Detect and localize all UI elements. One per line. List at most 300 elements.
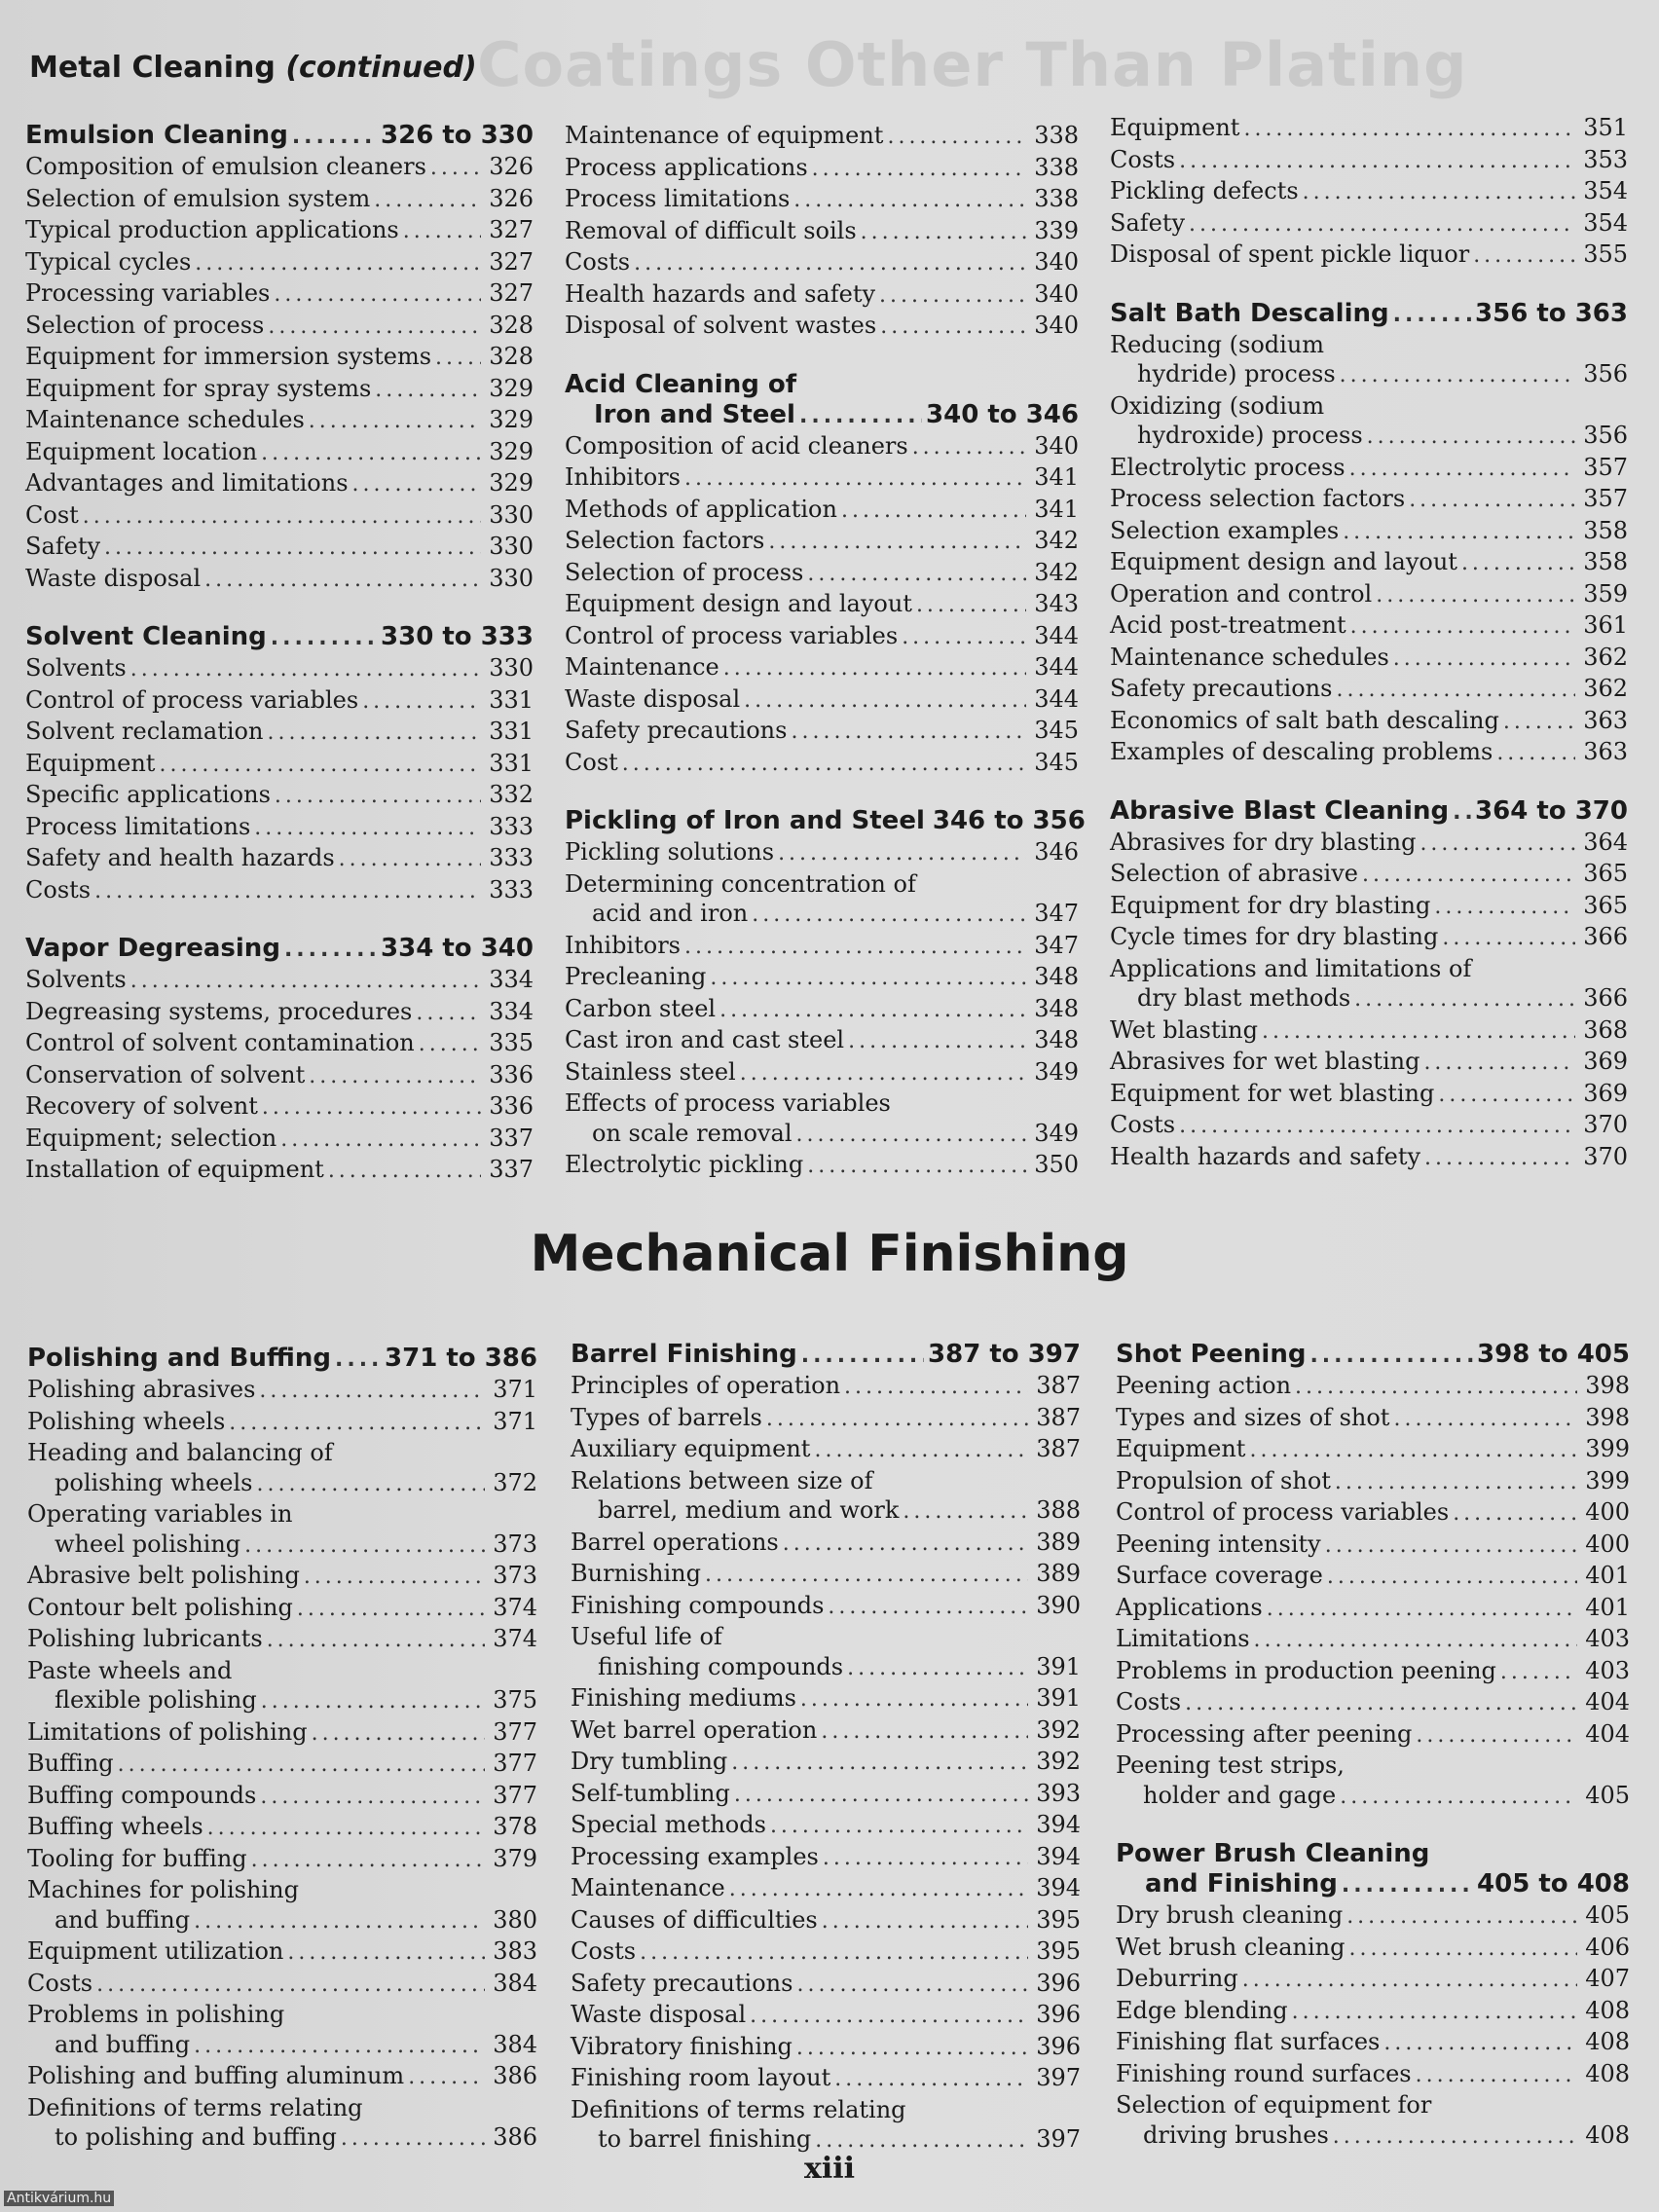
entry-text: Polishing wheels [27,1407,226,1435]
entry-text: Limitations of polishing [27,1717,308,1746]
toc-entry [565,279,1079,312]
toc-entry-line [1110,954,1628,984]
toc-entry [1110,1015,1628,1048]
toc-entry-line [565,1088,1079,1119]
entry-text: Selection of equipment for [1116,2091,1432,2119]
toc-entry [1110,610,1628,643]
toc-entry [571,1683,1081,1715]
entry-page: 340 [1034,248,1079,276]
dot-leader [1434,893,1575,923]
toc-entry [25,532,534,564]
entry-text: Operation and control [1110,579,1373,608]
toc-entry-line [27,1499,537,1530]
entry-text: Dry tumbling [571,1748,728,1775]
entry-page: 396 [1036,2032,1081,2060]
entry-text: Costs [565,248,631,276]
dot-leader [1393,1405,1577,1435]
toc-entry [25,1060,534,1092]
entry-page: 368 [1583,1015,1628,1044]
entry-text: Wet blasting [1110,1015,1258,1044]
entry-text: Definitions of terms relating [571,2095,906,2123]
entry-text: Abrasives for dry blasting [1110,828,1417,856]
entry-text: Cycle times for dry blasting [1110,923,1439,950]
entry-text: Equipment design and layout [1110,548,1457,575]
toc-entry [565,526,1079,558]
section-title [1116,1340,1630,1371]
toc-entry [565,748,1079,780]
entry-text: Peening action [1116,1372,1292,1399]
dot-leader [861,218,1026,248]
entry-page: 403 [1585,1625,1630,1652]
toc-entry [1116,1530,1630,1562]
dot-leader [251,1846,485,1876]
entry-page: 398 [1585,1403,1630,1431]
toc-entry [25,965,534,997]
toc-entry [25,152,534,184]
entry-page: 394 [1036,1811,1081,1838]
entry-text: dry blast methods [1137,984,1351,1012]
section-title-line: Acid Cleaning of [565,369,797,399]
dot-leader [1424,1144,1575,1174]
toc-entry [571,1434,1081,1466]
entry-page: 334 [489,966,534,993]
toc-entry [1110,145,1628,177]
entry-page: 355 [1583,240,1628,268]
toc-section [1116,1839,1630,2152]
entry-page: 397 [1036,2064,1081,2091]
entry-text: Wet brush cleaning [1116,1933,1346,1961]
toc-entry [27,1717,537,1750]
section-page-range: 387 to 397 [928,1340,1081,1369]
entry-page: 333 [489,875,534,903]
toc-entry [565,216,1079,248]
entry-page: 369 [1583,1048,1628,1075]
section-page-range: 326 to 330 [381,121,534,150]
entry-text: Peening intensity [1116,1530,1321,1558]
entry-page: 336 [489,1092,534,1120]
entry-text: Safety precautions [571,1969,793,1997]
dot-leader [130,967,481,997]
dot-leader [309,407,481,437]
toc-entry-line [27,2093,537,2123]
dot-leader [1376,581,1575,611]
entry-text: Methods of application [565,495,837,523]
toc-entry [1116,2059,1630,2091]
dot-leader [841,497,1026,527]
dot-leader [83,502,481,533]
entry-text: Costs [1110,145,1176,173]
toc-entry [571,1842,1081,1874]
toc-entry [27,1375,537,1407]
dot-leader [887,123,1026,153]
entry-page: 400 [1585,1498,1630,1526]
dot-leader [814,1436,1028,1466]
toc-entry [27,2122,537,2155]
entry-text: Economics of salt bath descaling [1110,706,1499,734]
entry-text: Finishing mediums [571,1684,796,1712]
entry-text: Wet barrel operation [571,1715,818,1744]
toc-entry [565,558,1079,590]
dot-leader [796,1971,1028,2001]
entry-text: Equipment for spray systems [25,374,372,402]
entry-page: 380 [493,1905,537,1934]
entry-text: Costs [25,875,92,903]
entry-text: Disposal of solvent wastes [565,312,877,339]
toc-entry [1110,922,1628,954]
toc-entry [571,2032,1081,2064]
toc-entry-line [27,2000,537,2030]
entry-text: Vibratory finishing [571,2032,793,2060]
entry-page: 377 [493,1717,537,1746]
dot-leader [1340,1783,1577,1813]
toc-entry-line [27,1438,537,1468]
section-title [25,121,534,152]
entry-page: 356 [1583,422,1628,449]
entry-page: 362 [1583,643,1628,671]
entry-text: Equipment design and layout [565,590,912,617]
entry-text: Paste wheels and [27,1656,233,1684]
dot-leader [903,1497,1028,1528]
toc-entry [565,121,1079,153]
entry-text: Electrolytic pickling [565,1151,804,1178]
dot-leader [408,2063,485,2093]
toc-entry [565,1150,1079,1182]
dot-leader [267,1626,485,1656]
dot-leader [374,186,481,216]
dot-leader [834,2065,1028,2095]
entry-page: 386 [493,2062,537,2089]
dot-leader [1409,486,1575,516]
entry-page: 350 [1034,1151,1079,1178]
section-title-line: Power Brush Cleaning [1116,1839,1430,1868]
section-title [27,1344,537,1375]
entry-page: 330 [489,533,534,560]
toc-entry [565,495,1079,527]
entry-text: Composition of acid cleaners [565,431,908,460]
entry-page: 357 [1583,485,1628,512]
entry-page: 387 [1036,1372,1081,1399]
entry-page: 327 [489,247,534,276]
entry-page: 374 [493,1593,537,1621]
toc-entry [25,812,534,844]
entry-page: 389 [1036,1560,1081,1587]
section-title-row [1116,1869,1630,1900]
entry-page: 329 [489,374,534,402]
dot-leader [1343,518,1575,548]
toc-entry [1110,859,1628,891]
entry-page: 354 [1583,177,1628,204]
dot-leader [880,313,1026,343]
section-title-text: Emulsion Cleaning [25,121,288,150]
watermark: Antikvárium.hu [4,2191,114,2206]
dot-leader [1185,1689,1577,1719]
entry-text: Health hazards and safety [565,279,876,308]
section-page-range: 346 to 356 [932,806,1086,835]
entry-page: 326 [489,184,534,212]
toc-entry-line [1116,2090,1630,2120]
dot-leader [268,313,481,343]
entry-page: 342 [1034,527,1079,554]
entry-text: Operating variables in [27,1500,293,1528]
entry-text: Cast iron and cast steel [565,1026,845,1053]
dot-leader [194,1907,485,1937]
dot-leader [287,1938,485,1969]
entry-text: Maintenance of equipment [565,122,884,149]
entry-text: wheel polishing [55,1530,241,1558]
dot-leader [1367,423,1575,453]
entry-page: 351 [1583,114,1628,141]
entry-page: 341 [1034,463,1079,491]
toc-entry [1116,1900,1630,1933]
dot-leader [104,534,481,564]
toc-entry [1116,1964,1630,1996]
section-page-range: 330 to 333 [381,622,534,651]
entry-page: 364 [1583,828,1628,856]
entry-page: 330 [489,564,534,592]
entry-text: Waste disposal [25,564,202,592]
toc-entry [25,1091,534,1124]
entry-text: Cost [565,748,618,776]
entry-text: Principles of operation [571,1372,841,1399]
dot-leader [1393,300,1471,330]
dot-leader [912,433,1026,463]
dot-leader [847,1654,1028,1684]
toc-entry [565,1119,1079,1151]
toc-entry [25,311,534,343]
section-page-range: 398 to 405 [1477,1340,1630,1369]
dot-leader [335,1345,381,1375]
entry-page: 333 [489,844,534,871]
entry-page: 336 [489,1060,534,1088]
entry-text: Safety and health hazards [25,844,335,871]
dot-leader [1503,708,1575,738]
dot-leader [752,901,1026,931]
entry-page: 408 [1585,2059,1630,2087]
toc-entry [27,1936,537,1969]
entry-page: 404 [1585,1688,1630,1715]
entry-text: Limitations [1116,1625,1250,1652]
entry-text: Problems in production peening [1116,1656,1496,1684]
dot-leader [744,686,1026,717]
entry-page: 363 [1583,706,1628,734]
dot-leader [729,1875,1028,1905]
entry-text: Applications and limitations of [1110,954,1472,982]
entry-text: Barrel operations [571,1528,779,1556]
toc-entry-line [571,1466,1081,1496]
entry-page: 408 [1585,2120,1630,2149]
entry-text: Solvent reclamation [25,718,264,745]
entry-text: Advantages and limitations [25,469,349,497]
toc-entry [1110,113,1628,145]
dot-leader [1416,2061,1577,2091]
entry-page: 358 [1583,548,1628,575]
dot-leader [284,935,377,965]
entry-text: Process limitations [565,185,791,212]
toc-entry [25,875,534,907]
dot-leader [362,687,481,718]
dot-leader [812,155,1026,185]
dot-leader [1453,1499,1577,1530]
entry-page: 395 [1036,1937,1081,1965]
entry-page: 338 [1034,185,1079,212]
toc-section [25,934,534,1187]
dot-leader [731,1749,1028,1779]
section-title-text: Barrel Finishing [571,1340,797,1369]
toc-section [565,121,1079,343]
entry-text: Equipment [1116,1435,1246,1462]
toc-entry [1116,1719,1630,1751]
section-title [1116,1839,1630,1900]
entry-page: 337 [489,1124,534,1152]
toc-entry [27,1468,537,1500]
dot-leader [1292,1998,1577,2028]
entry-page: 366 [1583,923,1628,950]
toc-entry [1116,1781,1630,1813]
dot-leader [828,1593,1028,1623]
entry-page: 403 [1585,1656,1630,1684]
entry-text: Typical production applications [25,216,399,243]
entry-page: 362 [1583,675,1628,702]
entry-page: 377 [493,1781,537,1809]
entry-text: Equipment utilization [27,1937,284,1965]
dot-leader [341,2124,485,2155]
toc-entry [565,931,1079,963]
entry-text: Auxiliary equipment [571,1435,811,1462]
entry-text: Buffing [27,1750,114,1777]
section-title-line: Iron and Steel [594,399,795,429]
entry-text: Types of barrels [571,1403,762,1431]
entry-text: Waste disposal [565,684,741,713]
entry-page: 399 [1585,1435,1630,1462]
toc-entry [25,1028,534,1060]
toc-entry [1116,1434,1630,1466]
toc-entry-line [27,1656,537,1686]
entry-text: Inhibitors [565,463,681,491]
entry-page: 332 [489,781,534,808]
entry-text: Disposal of spent pickle liquor [1110,240,1470,268]
entry-page: 331 [489,685,534,714]
entry-page: 349 [1034,1057,1079,1086]
entry-page: 373 [493,1562,537,1589]
toc-entry [565,153,1079,185]
section-title [25,622,534,653]
dot-leader [770,1812,1028,1842]
entry-text: Typical cycles [25,247,192,276]
entry-page: 401 [1585,1562,1630,1589]
toc-section [1110,113,1628,272]
toc-entry [571,1873,1081,1905]
entry-page: 353 [1583,145,1628,173]
entry-text: Control of process variables [1116,1498,1450,1526]
toc-entry [1116,1497,1630,1530]
entry-page: 406 [1585,1933,1630,1961]
dot-leader [267,719,481,749]
toc-entry-line [27,1875,537,1905]
entry-page: 405 [1585,1901,1630,1929]
toc-entry [1110,737,1628,769]
entry-text: Specific applications [25,781,271,808]
dot-leader [902,623,1026,653]
dot-leader [705,1561,1028,1591]
toc-entry [565,1025,1079,1057]
dot-leader [1179,147,1575,177]
entry-page: 333 [489,812,534,840]
dot-leader [734,1781,1028,1811]
dot-leader [309,1062,481,1092]
toc-entry [571,1969,1081,2001]
entry-page: 396 [1036,1969,1081,1997]
dot-leader [292,122,377,152]
entry-page: 338 [1034,122,1079,149]
entry-text: Propulsion of shot [1116,1466,1331,1494]
entry-page: 335 [489,1029,534,1056]
toc-entry [1110,421,1628,453]
dot-leader [1346,1902,1577,1933]
dot-leader [723,654,1026,684]
toc-entry-line [571,2095,1081,2125]
entry-page: 339 [1034,216,1079,244]
toc-entry [1110,176,1628,208]
entry-page: 387 [1036,1403,1081,1431]
entry-page: 328 [489,311,534,339]
entry-text: Oxidizing (sodium [1110,391,1325,420]
entry-page: 371 [493,1376,537,1403]
toc-entry [25,278,534,311]
dot-leader [799,401,922,431]
section-title [1110,796,1628,828]
dot-leader [261,1687,485,1717]
dot-leader [1348,1935,1577,1965]
entry-page: 345 [1034,748,1079,776]
toc-entry [565,462,1079,495]
entry-text: Pickling solutions [565,838,775,866]
entry-page: 383 [493,1937,537,1965]
toc-section [25,622,534,906]
dot-leader [1461,549,1575,579]
dot-leader [640,1938,1028,1969]
entry-page: 334 [489,997,534,1025]
toc-entry [571,1371,1081,1403]
entry-page: 377 [493,1750,537,1777]
dot-leader [634,249,1026,279]
dot-leader [796,1121,1026,1151]
section-page-range: 371 to 386 [385,1344,537,1373]
dot-leader [801,1341,924,1371]
toc-entry [25,564,534,596]
entry-page: 330 [489,654,534,682]
toc-entry [565,652,1079,684]
dot-leader [778,839,1026,869]
dot-leader [375,376,481,406]
entry-text: Examples of descaling problems [1110,738,1493,765]
entry-text: acid and iron [592,900,749,927]
toc-entry [25,247,534,279]
entry-text: Solvents [25,654,127,682]
entry-text: Selection factors [565,527,765,554]
entry-page: 327 [489,216,534,243]
dot-leader [823,1844,1028,1874]
entry-page: 407 [1585,1965,1630,1992]
dot-leader [821,1717,1028,1748]
toc-entry [1110,643,1628,675]
entry-page: 393 [1036,1779,1081,1807]
dot-leader [229,1409,485,1439]
toc-entry [27,1685,537,1717]
dot-leader [419,1030,481,1060]
entry-text: Equipment [25,749,156,777]
entry-page: 366 [1583,984,1628,1012]
toc-entry [565,837,1079,869]
